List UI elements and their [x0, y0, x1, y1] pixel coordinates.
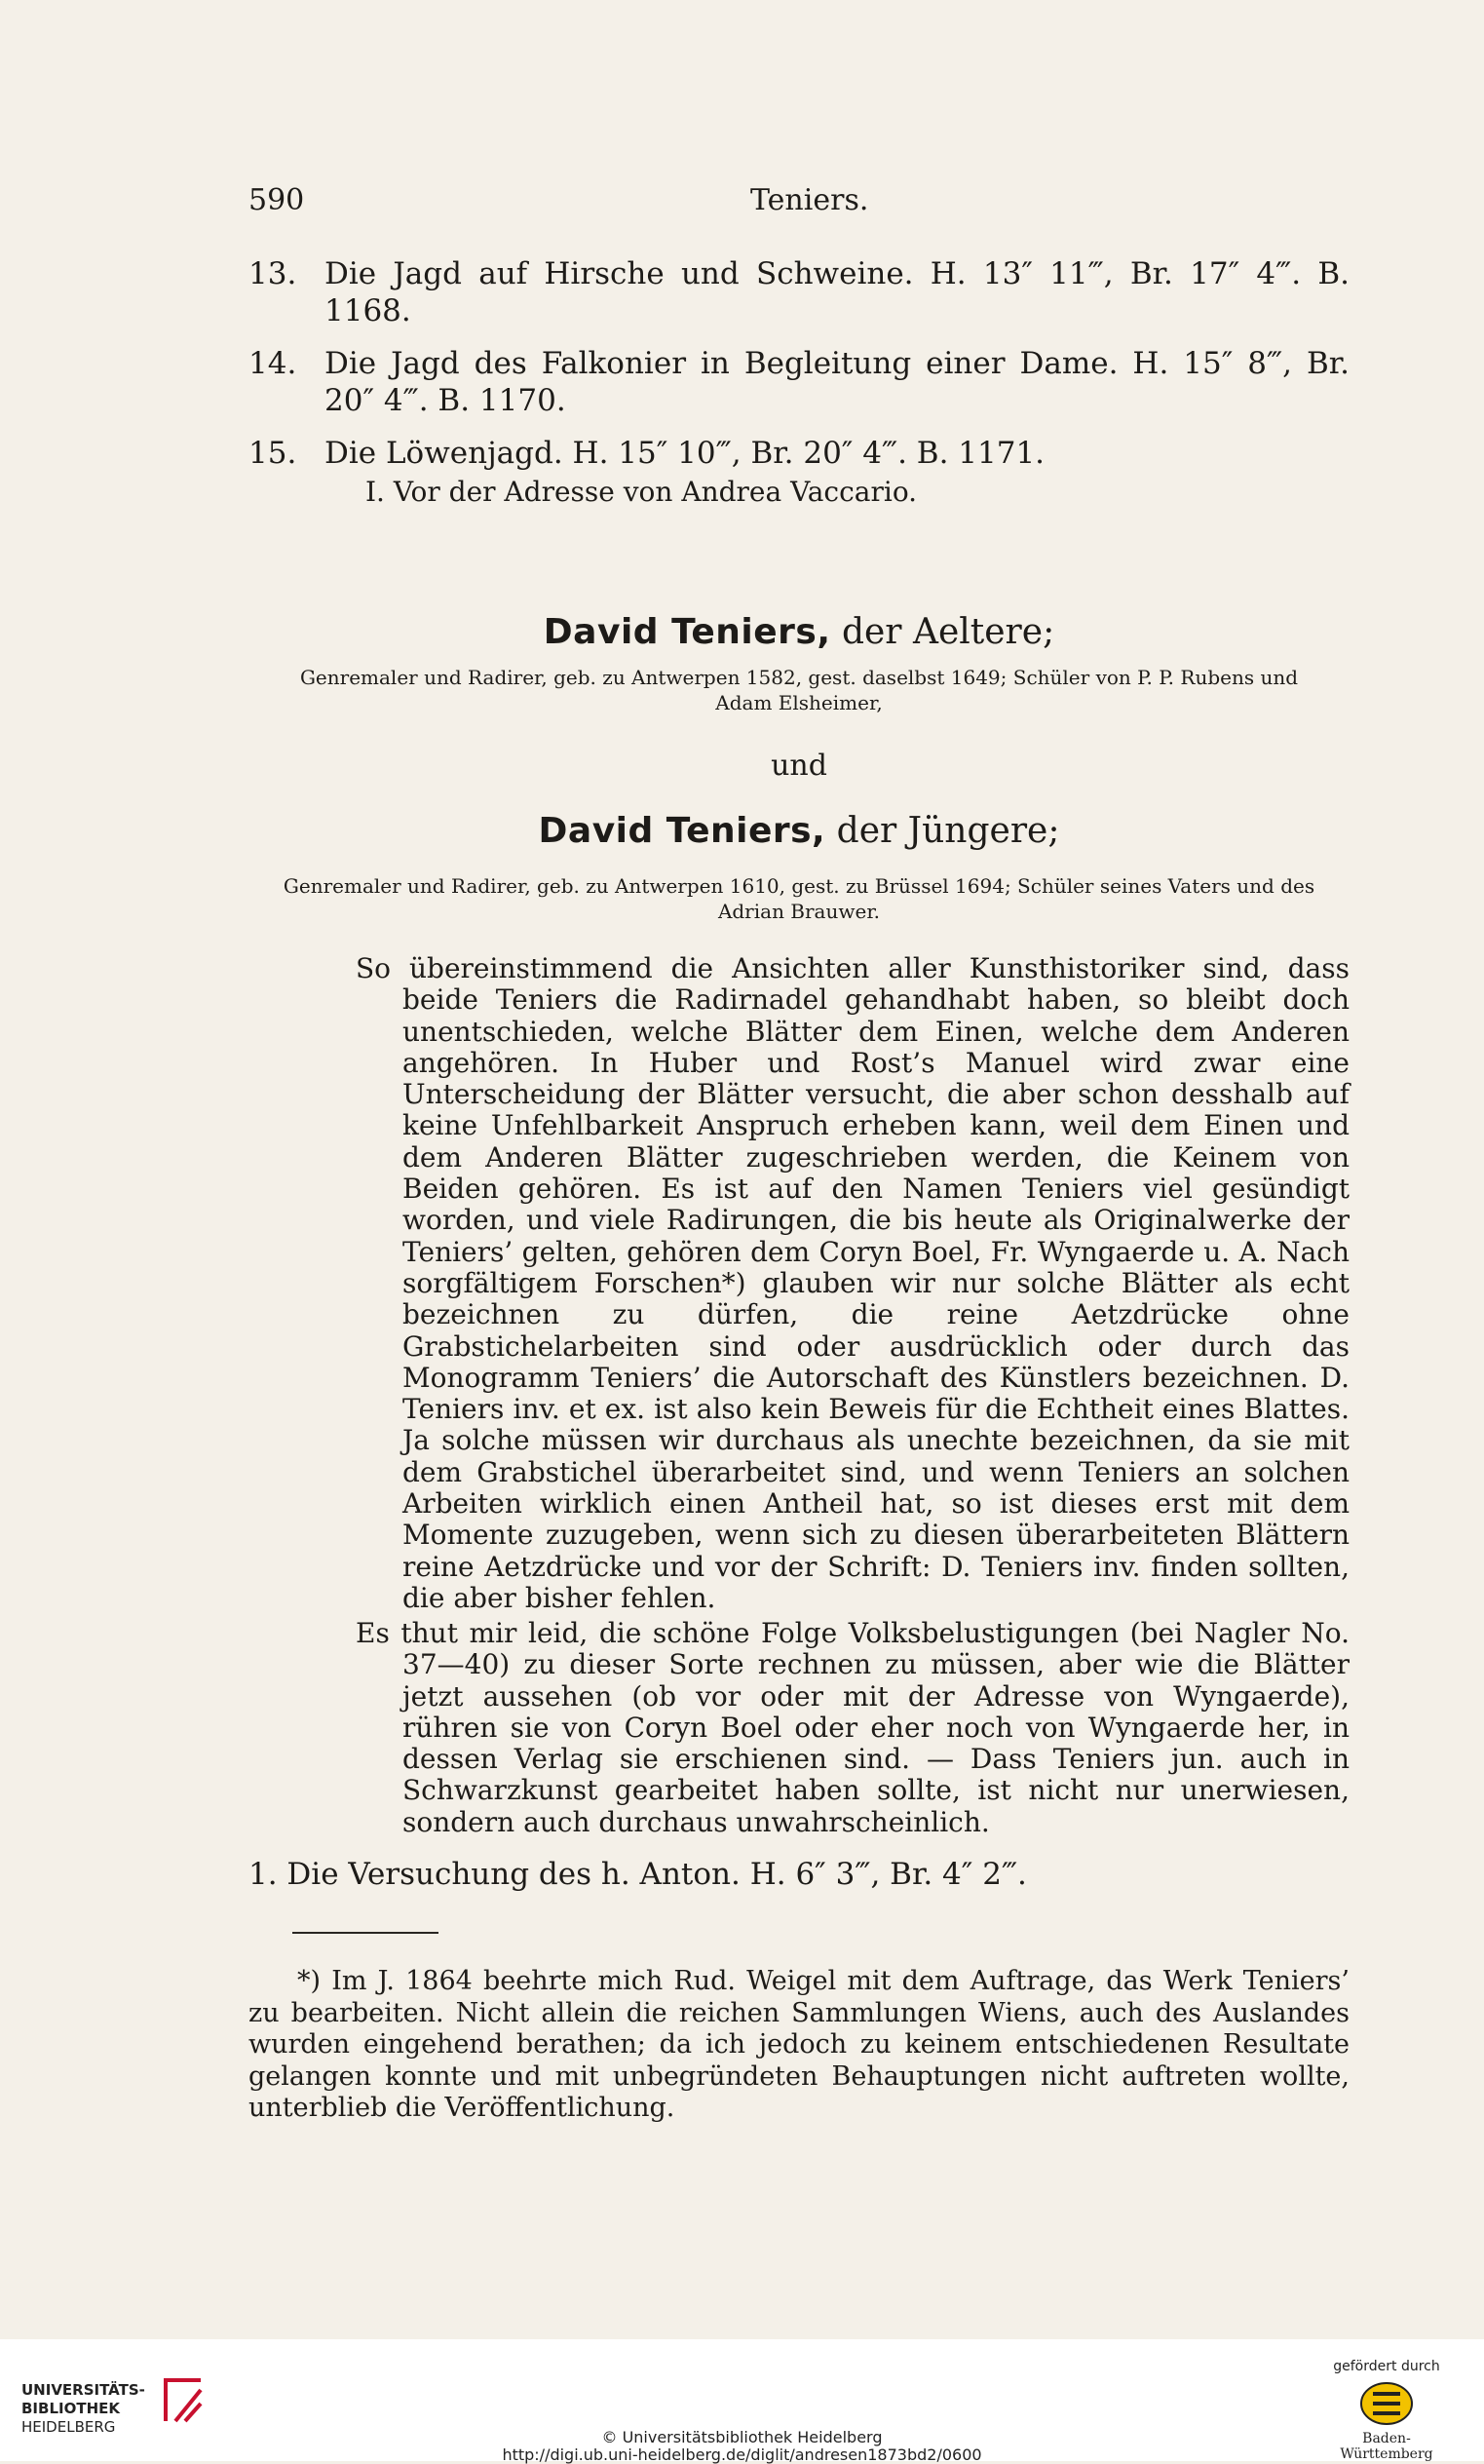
artist-heading-younger [248, 811, 1350, 851]
digitization-footer [0, 2339, 1484, 2464]
artist-bio-elder: Genremaler und Radirer, geb. zu Antwerpen 1582, gest. daselbst 1649; Schüler von P. P. Rubens und Adam Elsheimer, [299, 666, 1299, 714]
footnote: *) Im J. 1864 beehrte mich Rud. Weigel mit dem Auftrage, das Werk Teniers’ zu bearbeiten. Nicht allein die reichen Sammlungen Wiens, auch des Auslandes wurden eingehend berathen; da ich jedoch zu keinem entschiedenen Resultate gelangen konnte und mit unbegründeten Behauptungen nicht auftreten wollte, unterblieb die Veröffentlichung. [248, 1966, 1350, 2123]
sponsor-name: Baden-Württemberg [1340, 2431, 1433, 2462]
entry-state-note: I. Vor der Adresse von Andrea Vaccario. [365, 476, 918, 508]
entry-text: Die Löwenjagd. H. 15″ 10‴, Br. 20″ 4‴. B. 1171. [324, 436, 1046, 471]
artist-epithet: der Jüngere; [825, 811, 1060, 851]
catalogue-entries [248, 255, 1350, 526]
paragraph: So übereinstimmend die Ansichten aller Kunsthistoriker sind, dass beide Teniers die Radirnadel gehandhabt haben, so bleibt doch unentschieden, welche Blätter dem Einen, welche dem Anderen angehören. In Huber und Rost’s Manuel wird zwar eine Unterscheidung der Blätter versucht, die aber schon desshalb auf keine Unfehlbarkeit Anspruch erheben kann, weil dem Einen und dem Anderen Blätter zugeschrieben werden, die Keinem von Beiden gehören. Es ist auf den Namen Teniers viel gesündigt worden, und viele Radirungen, die bis heute als Originalwerke der Teniers’ gelten, gehören dem Coryn Boel, Fr. Wyngaerde u. A. Nach sorgfältigem Forschen*) glauben wir nur solche Blätter als echt bezeichnen zu dürfen, die reine Aetzdrücke ohne Grabstichelarbeiten sind oder ausdrücklich oder durch das Monogramm Teniers’ die Autorschaft des Künstlers bezeichnen. D. Teniers inv. et ex. ist also kein Beweis für die Echtheit eines Blattes. Ja solche müssen wir durchaus als unechte bezeichnen, da sie mit dem Grabstichel überarbeitet sind, und wenn Teniers an solchen Arbeiten wirklich einen Antheil hat, so ist dieses erst mit dem Momente zuzugeben, wenn sich zu diesen überarbeiteten Blättern reine Aetzdrücke und vor der Schrift: D. Teniers inv. finden sollten, die aber bisher fehlen. [356, 952, 1350, 1614]
library-name-line: UNIVERSITÄTS- [21, 2381, 145, 2399]
entry-number: 15. [248, 436, 297, 471]
page-number: 590 [248, 183, 305, 217]
entry-text: Die Jagd des Falkonier in Begleitung einer Dame. H. 15″ 8‴, Br. 20″ 4‴. B. 1170. [324, 346, 1350, 418]
catalogue-entry [248, 255, 1350, 329]
artist-epithet: der Aeltere; [830, 612, 1055, 652]
entry-text: Die Jagd auf Hirsche und Schweine. H. 13″ 11‴, Br. 17″ 4‴. B. 1168. [324, 256, 1350, 328]
artist-bio-younger: Genremaler und Radirer, geb. zu Antwerpen 1610, gest. zu Brüssel 1694; Schüler seines Vaters und des Adrian Brauwer. [283, 874, 1315, 923]
entry-number: 13. [248, 256, 297, 291]
conjunction: und [771, 749, 827, 783]
introduction-paragraph-2 [356, 1618, 1350, 1838]
artist-heading-elder [248, 612, 1350, 652]
paragraph: Es thut mir leid, die schöne Folge Volksbelustigungen (bei Nagler No. 37—40) zu dieser Sorte rechnen zu müssen, aber wie die Blätter jetzt aussehen (ob vor oder mit der Adresse von Wyngaerde), rühren sie von Coryn Boel oder eher noch von Wyngaerde her, in dessen Verlag sie erschienen sind. — Dass Teniers jun. auch in Schwarzkunst gearbeitet haben sollte, ist nicht nur unerwiesen, sondern auch durchaus unwahrscheinlich. [356, 1617, 1350, 1838]
running-title: Teniers. [750, 183, 869, 217]
catalogue-entry-1: 1. Die Versuchung des h. Anton. H. 6″ 3‴, Br. 4″ 2‴. [248, 1857, 1027, 1892]
state-coat-of-arms-icon [1357, 2380, 1416, 2427]
catalogue-entry [248, 435, 1350, 511]
entry-number: 14. [248, 346, 297, 381]
footnote-divider [292, 1932, 438, 1934]
artist-name: David Teniers, [543, 612, 831, 652]
library-name-line: BIBLIOTHEK [21, 2400, 120, 2417]
sponsor-block [1318, 2359, 1455, 2462]
artist-name: David Teniers, [538, 811, 826, 851]
copyright-block [0, 2429, 1484, 2464]
library-name-line: HEIDELBERG [21, 2418, 116, 2436]
catalogue-entry [248, 345, 1350, 419]
introduction-paragraph-1 [356, 953, 1350, 1614]
sponsor-label: gefördert durch [1333, 2359, 1440, 2374]
copyright-text: © Universitätsbibliothek Heidelberg [601, 2428, 883, 2446]
library-logo-mark-icon [164, 2378, 203, 2423]
page-header [248, 183, 1350, 222]
permalink[interactable]: http://digi.ub.uni-heidelberg.de/diglit/andresen1873bd2/0600 [502, 2445, 982, 2464]
